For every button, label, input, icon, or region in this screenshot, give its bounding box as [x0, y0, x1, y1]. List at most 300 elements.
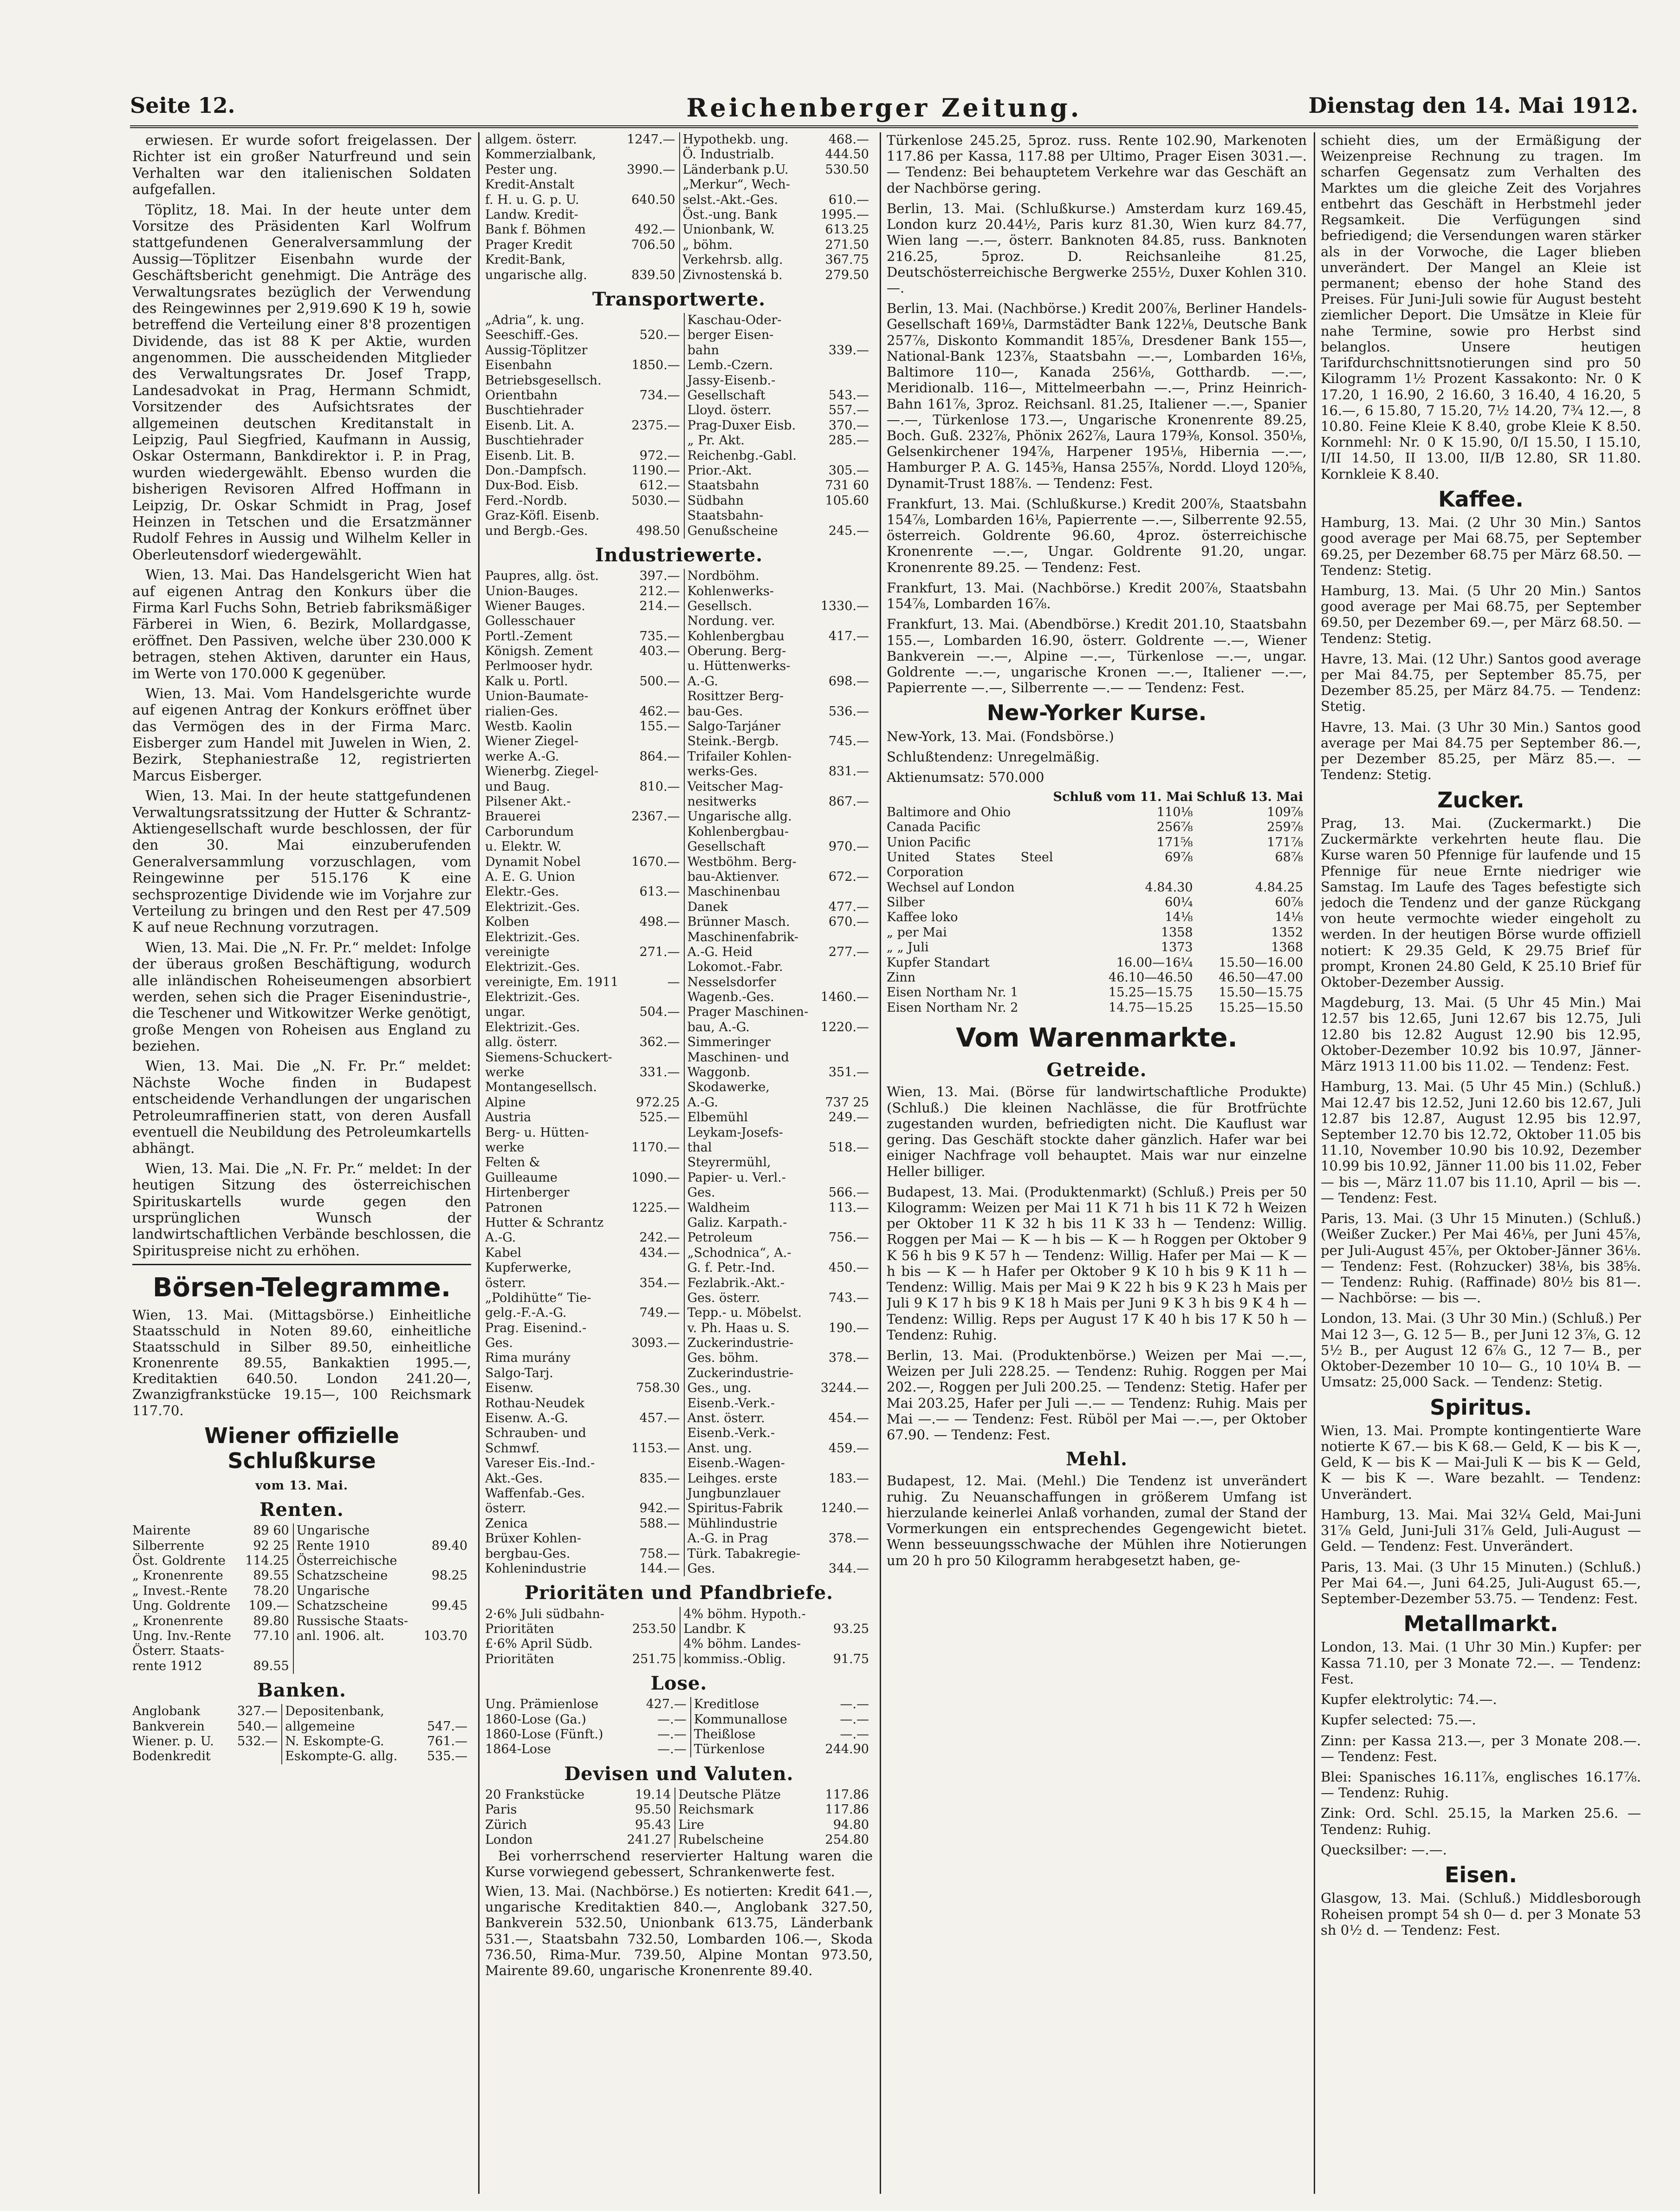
- quote-row: [485, 403, 873, 418]
- quote-value: [622, 508, 684, 523]
- quote-value: [628, 990, 684, 1005]
- quote-value: —.—: [840, 1712, 869, 1727]
- quote-name: Mairente: [132, 1523, 191, 1538]
- quote-name: Elektrizit.-Ges.: [485, 1020, 580, 1034]
- quote-name: Wiener Ziegel-: [485, 734, 579, 749]
- quote-value: 4.84.30: [1145, 880, 1193, 895]
- quote-value: 4.84.25: [1255, 880, 1303, 895]
- quote-row: [485, 1155, 873, 1170]
- quote-value: [628, 764, 684, 779]
- quote-name: Maschinenfabrik-: [684, 930, 817, 945]
- quote-value: 761.—: [427, 1734, 467, 1749]
- quote-value: [817, 960, 873, 975]
- quote-row: [485, 1065, 873, 1080]
- quote-value: 89.55: [253, 1568, 289, 1583]
- quote-name: Hypothekb. ung.: [680, 132, 811, 147]
- quote-name: Lire: [675, 1818, 811, 1833]
- quote-value: 95.50: [635, 1802, 671, 1817]
- quote-value: 2375.—: [631, 418, 680, 433]
- quote-value: 98.25: [431, 1568, 467, 1583]
- quote-name: Eisenb.-Wagen-: [684, 1456, 817, 1471]
- quote-value: [817, 930, 873, 945]
- quote-name: Ges.: [684, 1185, 817, 1200]
- quote-value: —.—: [840, 1727, 869, 1742]
- quote-name: Elektrizit.-Ges.: [485, 930, 580, 944]
- quote-value: [628, 1185, 684, 1200]
- quote-name: Brauerei: [485, 809, 541, 824]
- quote-value: 613.25: [825, 222, 869, 237]
- quote-name: Seeschiff.-Ges.: [485, 328, 579, 343]
- quote-name: Petroleum: [684, 1230, 817, 1245]
- quote-value: [817, 449, 873, 463]
- quote-value: 1368: [1271, 940, 1303, 955]
- quote-value: 1240.—: [820, 1501, 869, 1516]
- quote-name: Elektr.-Ges.: [485, 884, 559, 899]
- quote-value: [817, 1426, 873, 1441]
- quote-name: Perlmooser hydr.: [485, 659, 593, 674]
- section-title: New-Yorker Kurse.: [986, 700, 1207, 726]
- quote-value: 171⅞: [1267, 835, 1303, 850]
- quote-name: Silber: [887, 895, 925, 910]
- quote-row: [485, 1531, 873, 1546]
- section-title: Prioritäten und Pfandbriefe.: [524, 1582, 834, 1604]
- quote-name: bergbau-Ges.: [485, 1546, 571, 1561]
- quote-row: [887, 895, 1307, 910]
- quote-name: Rente 1910: [293, 1539, 419, 1554]
- quote-row: [485, 659, 873, 674]
- quote-name: Ges.: [485, 1336, 513, 1351]
- quote-name: Kaffee loko: [887, 910, 958, 925]
- quote-row: [485, 1185, 873, 1200]
- quote-name: London: [485, 1833, 533, 1847]
- quote-value: [817, 358, 873, 373]
- quote-value: 354.—: [639, 1275, 680, 1290]
- quote-value: [628, 659, 684, 674]
- ny-quote-table: [887, 790, 1307, 1015]
- quote-name: „Merkur“, Wech-: [680, 177, 811, 192]
- quote-name: Jungbunzlauer: [684, 1486, 817, 1501]
- quote-name: Eisenbahn: [485, 358, 552, 373]
- quote-name: A.-G.: [485, 1230, 516, 1245]
- quote-value: 15.25—15.75: [1109, 985, 1193, 1000]
- column-header: Schluß vom 11. Mai: [1053, 790, 1193, 805]
- market-report: Berlin, 13. Mai. (Schlußkurse.) Amsterdam kurz 169.45, London kurz 20.44½, Paris kurz 81.30, Wien kurz 84.77, Wien lang —.—, österr. Banknoten 84.85, russ. Banknoten 216.25, 5proz. D. Reichsanleihe 81.25, Deutschösterreichische Bergwerke 255½, Duxer Kohlen 310.—.: [887, 200, 1307, 296]
- quote-value: [817, 975, 873, 990]
- quote-value: 1090.—: [631, 1170, 680, 1185]
- quote-name: Eisenb.-Verk.-: [684, 1396, 817, 1411]
- quote-name: Union-Baumate-: [485, 689, 589, 704]
- quote-value: [622, 343, 684, 358]
- quote-name: A.-G. Heid: [684, 945, 817, 960]
- quote-value: 378.—: [828, 1531, 869, 1546]
- quote-value: 103.70: [423, 1628, 467, 1643]
- quote-value: [628, 689, 684, 704]
- quote-name: Staatsbahn: [684, 478, 817, 493]
- quote-name: 1860-Lose (Fünft.): [485, 1727, 603, 1742]
- quote-value: [817, 884, 873, 899]
- quote-row: [485, 1712, 873, 1727]
- quote-value: 970.—: [828, 839, 869, 854]
- quote-row: [887, 805, 1307, 820]
- quote-name: „ per Mai: [887, 925, 947, 940]
- quote-row: [485, 1426, 873, 1441]
- quote-row: [485, 1276, 873, 1291]
- quote-row: [887, 820, 1307, 835]
- quote-row: [887, 956, 1307, 970]
- section-title: Kaffee.: [1438, 486, 1524, 512]
- quote-value: 370.—: [828, 418, 869, 433]
- quote-row: [485, 478, 873, 493]
- market-report: Havre, 13. Mai. (3 Uhr 30 Min.) Santos good average per Mai 84.75 per September 86.—, per Dezember 85.25, per März 85.—. — Tendenz: Stetig.: [1321, 719, 1641, 783]
- quote-name: Reichsmark: [675, 1802, 811, 1817]
- quote-name: Paris: [485, 1802, 517, 1817]
- quote-value: [628, 960, 684, 975]
- quote-row: [485, 494, 873, 508]
- divider: [132, 1264, 471, 1265]
- quote-value: 613.—: [639, 884, 680, 899]
- quote-name: Eisenb. Lit. B.: [485, 448, 575, 463]
- quote-value: [628, 614, 684, 629]
- quote-value: 110⅛: [1156, 805, 1193, 819]
- quote-value: [817, 1396, 873, 1411]
- quote-name: Kupfer Standart: [887, 955, 990, 970]
- quote-name: Rubelscheine: [675, 1833, 811, 1847]
- quote-name: u. Elektr. W.: [485, 839, 562, 854]
- quote-row: [485, 1246, 873, 1261]
- quote-value: 105.60: [825, 493, 869, 508]
- quote-name: Silberrente: [132, 1538, 205, 1553]
- quote-value: 1330.—: [820, 598, 869, 613]
- quote-value: 536.—: [828, 704, 869, 719]
- quote-value: 1225.—: [631, 1200, 680, 1215]
- quote-row: [485, 1140, 873, 1155]
- quote-name: thal: [684, 1140, 817, 1155]
- quote-row: [485, 343, 873, 358]
- quote-value: 557.—: [828, 403, 869, 418]
- quote-value: 734.—: [639, 388, 680, 403]
- quote-value: 94.80: [833, 1817, 869, 1832]
- quote-value: 171⅝: [1156, 835, 1193, 850]
- quote-name: Don.-Dampfsch.: [485, 463, 587, 478]
- quote-row: [887, 1001, 1307, 1015]
- quote-value: 60¼: [1165, 895, 1193, 910]
- quote-value: 972.—: [639, 448, 680, 463]
- section-title: Industriewerte.: [595, 544, 763, 566]
- quote-name: Brüxer Kohlen-: [485, 1531, 582, 1546]
- quote-row: [485, 1456, 873, 1471]
- quote-name: Landbr. K: [680, 1622, 826, 1637]
- quote-value: [817, 1005, 873, 1020]
- quote-name: Austria: [485, 1110, 532, 1125]
- quote-row: [485, 1201, 873, 1216]
- section-title: Zucker.: [1437, 787, 1524, 813]
- quote-row: [485, 1441, 873, 1456]
- quote-value: 367.75: [825, 253, 869, 267]
- quote-name: Rima murány: [485, 1351, 571, 1366]
- quote-name: Österreichische: [293, 1554, 419, 1568]
- quote-value: 339.—: [828, 343, 869, 358]
- quote-table: [132, 1704, 471, 1764]
- quote-name: Fezlabrik.-Akt.-: [684, 1276, 817, 1291]
- page-header: [130, 93, 1638, 128]
- quote-row: [485, 1080, 873, 1095]
- market-report: schieht dies, um der Ermäßigung der Weizenpreise Rechnung zu tragen. Im scharfen Gegensatz zum Verhalten des Marktes um die gleiche Zeit des Vorjahres entbehrt das Geschäft in Herbstmehl jeder Regsamkeit. Die Verfügungen sind befriedigend; die Versendungen waren stärker als in der Vorwoche, die Lager blieben unverändert. Der Mangel an Kleie ist permanent; ebenso der hohe Stand des Preises. Für Juni-Juli sowie für August besteht ziemlicher Deport. Die Umsätze in Kleie für nahe Termine, sowie pro Herbst sind belanglos. Unsere heutigen Tarifdurchschnittsnotierungen sind pro 50 Kilogramm 1½ Prozent Kassakonto: Nr. 0 K 17.20, 1 16.90, 2 16.60, 3 16.40, 4 16.20, 5 16.—, 6 15.80, 7 15.20, 7½ 14.20, 7¾ 12.—, 8 10.80. Feine Kleie K 8.40, grobe Kleie K 8.50. Kornmehl: Nr. 0 K 15.90, 0/I 15.50, I 15.10, I/II 14.50, II 13.00, II/B 12.80, SR 11.80. Kornkleie K 8.40.: [1321, 132, 1641, 482]
- quote-value: [628, 1351, 684, 1366]
- quote-name: Ges., ung.: [684, 1381, 817, 1396]
- quote-name: Buschtiehrader: [485, 433, 584, 448]
- market-report: Wien, 13. Mai. (Nachbörse.) Es notierten: Kredit 641.—, ungarische Kreditaktien 840.—, Anglobank 327.50, Bankverein 532.50, Unionbank 613.75, Länderbank 531.—, Staatsbahn 732.50, Lombarden 106.—, Skoda 736.50, Rima-Mur. 739.50, Alpine Montan 973.50, Mairente 89.60, ungarische Kronenrente 89.40.: [485, 1883, 873, 1979]
- quote-name: Simmeringer: [684, 1035, 817, 1050]
- quote-value: 212.—: [639, 584, 680, 598]
- quote-row: [485, 584, 873, 599]
- quote-name: vereinigte: [485, 944, 550, 959]
- quote-value: [419, 1554, 471, 1568]
- quote-value: 78.20: [253, 1583, 289, 1598]
- quote-value: 810.—: [639, 779, 680, 794]
- quote-name: Zuckerindustrie-: [684, 1366, 817, 1381]
- quote-row: [485, 1230, 873, 1245]
- section-title: Renten.: [259, 1498, 344, 1521]
- quote-value: 525.—: [639, 1110, 680, 1125]
- quote-value: 427.—: [646, 1697, 687, 1712]
- quote-row: [485, 222, 873, 237]
- quote-row: [485, 704, 873, 719]
- quote-value: 706.50: [631, 237, 675, 252]
- quote-value: 68⅞: [1275, 850, 1303, 865]
- quote-name: Elbemühl: [684, 1110, 817, 1125]
- quote-value: 15.25—15.50: [1219, 1000, 1303, 1015]
- quote-row: [485, 449, 873, 463]
- quote-value: 327.—: [237, 1704, 278, 1719]
- quote-value: 520.—: [639, 328, 680, 343]
- quote-value: [817, 659, 873, 674]
- quote-name: nesitwerks: [684, 794, 817, 809]
- quote-name: G. f. Petr.-Ind.: [684, 1261, 817, 1275]
- quote-row: [485, 147, 873, 162]
- market-report: Frankfurt, 13. Mai. (Nachbörse.) Kredit 200⅞, Staatsbahn 154⅞, Lombarden 16⅞.: [887, 579, 1307, 612]
- quote-value: 285.—: [828, 433, 869, 448]
- quote-value: 241.27: [627, 1833, 671, 1847]
- quote-value: 450.—: [828, 1261, 869, 1275]
- quote-name: „ Kronenrente: [132, 1613, 223, 1628]
- quote-value: [817, 1306, 873, 1320]
- quote-name: allgemeine: [282, 1719, 419, 1734]
- quote-value: 1850.—: [631, 358, 680, 373]
- quote-name: Österr. Staats-: [132, 1644, 225, 1658]
- quote-value: [817, 1035, 873, 1050]
- quote-value: 1170.—: [631, 1140, 680, 1155]
- quote-name: Bank f. Böhmen: [485, 222, 586, 237]
- quote-value: 89 60: [253, 1523, 289, 1538]
- quote-name: Baltimore and Ohio: [887, 805, 1011, 819]
- quote-name: werke: [485, 1065, 525, 1080]
- quote-name: kommiss.-Oblig.: [680, 1652, 826, 1667]
- quote-value: 117.86: [825, 1802, 869, 1817]
- quote-name: „Poldihütte“ Tie-: [485, 1290, 591, 1305]
- quote-name: werke: [485, 1140, 525, 1155]
- quote-row: [485, 1321, 873, 1336]
- quote-value: 1247.—: [627, 132, 675, 147]
- quote-name: Öst. Goldrente: [132, 1553, 226, 1568]
- quote-name: A. E. G. Union: [485, 869, 575, 884]
- market-report: London, 13. Mai. (1 Uhr 30 Min.) Kupfer: per Kassa 71.10, per 3 Monate 72.—. — Tendenz: Fest.: [1321, 1639, 1641, 1687]
- quote-value: [817, 1080, 873, 1095]
- quote-value: [419, 1644, 471, 1658]
- quote-name: Union Pacific: [887, 835, 971, 850]
- quote-value: 397.—: [639, 569, 680, 584]
- quote-value: [817, 809, 873, 824]
- quote-name: Kohlenwerks-: [684, 584, 817, 599]
- quote-row: [132, 1568, 471, 1583]
- quote-name: Türk. Tabakregie-: [684, 1547, 817, 1561]
- quote-value: 14⅛: [1275, 910, 1303, 925]
- quote-row: [485, 1561, 873, 1576]
- quote-name: österr.: [485, 1501, 526, 1516]
- quote-value: 462.—: [639, 704, 680, 719]
- quote-value: 351.—: [828, 1065, 869, 1080]
- quote-row: [485, 163, 873, 177]
- quote-value: 244.90: [825, 1742, 869, 1757]
- quote-value: 114.25: [245, 1553, 289, 1568]
- quote-value: [817, 614, 873, 629]
- quote-name: Portl.-Zement: [485, 629, 572, 644]
- quote-value: —.—: [657, 1742, 687, 1757]
- quote-value: [628, 1261, 684, 1275]
- quote-value: [628, 1396, 684, 1411]
- quote-value: 190.—: [828, 1320, 869, 1335]
- quote-row: [485, 313, 873, 328]
- quote-name: werks-Ges.: [684, 764, 817, 779]
- quote-name: Kohlenindustrie: [485, 1561, 587, 1576]
- quote-row: [132, 1554, 471, 1568]
- quote-value: [817, 584, 873, 599]
- quote-name: Königsh. Zement: [485, 644, 593, 659]
- quote-row: [485, 1637, 873, 1652]
- quote-value: 16.00—16¼: [1116, 955, 1193, 970]
- quote-name: Waldheim: [684, 1201, 817, 1216]
- quote-name: „Adria“, k. ung.: [485, 313, 584, 328]
- quote-row: [485, 1818, 873, 1833]
- quote-name: Salgo-Tarjáner: [684, 719, 817, 734]
- quote-name: Ung. Goldrente: [132, 1599, 231, 1613]
- quote-name: Ungarische: [293, 1523, 419, 1538]
- quote-name: „ Kronenrente: [132, 1568, 223, 1583]
- quote-row: [485, 1486, 873, 1501]
- market-report: Quecksilber: —.—.: [1321, 1841, 1447, 1858]
- quote-value: 15.50—16.00: [1219, 955, 1303, 970]
- quote-value: [617, 253, 680, 267]
- column-header: [887, 790, 1053, 805]
- quote-value: [811, 177, 873, 192]
- quote-value: 378.—: [828, 1351, 869, 1366]
- quote-name: allgem. österr.: [485, 132, 577, 147]
- quote-row: [485, 809, 873, 824]
- quote-name: und Baug.: [485, 779, 550, 794]
- quote-row: [485, 855, 873, 870]
- quote-name: Brünner Masch.: [684, 915, 817, 930]
- quote-value: 3244.—: [820, 1381, 869, 1396]
- quote-value: 1358: [1161, 925, 1193, 940]
- quote-name: bau, A.-G.: [684, 1020, 817, 1035]
- quote-row: [485, 689, 873, 704]
- quote-row: [485, 388, 873, 403]
- market-report: Wien, 13. Mai. (Börse für landwirtschaftliche Produkte) (Schluß.) Die kleinen Nachlässe, die für Brotfrüchte zugestanden wurden, befriedigten nicht. Die Kauflust war gering. Das Geschäft stockte daher gänzlich. Hafer war bei einiger Nachfrage voll behauptet. Mais war nur einzelne Heller billiger.: [887, 1084, 1307, 1179]
- quote-value: [624, 1637, 681, 1652]
- quote-name: Hirtenberger: [485, 1185, 570, 1200]
- quote-name: Jassy-Eisenb.-: [684, 373, 817, 388]
- quote-name: Ges.: [684, 1561, 817, 1576]
- quote-table: [485, 1788, 873, 1848]
- quote-row: [485, 1381, 873, 1396]
- quote-table: [485, 132, 873, 283]
- quote-name: Türkenlose: [691, 1742, 813, 1757]
- quote-value: [617, 147, 680, 162]
- quote-name: Steyrermühl,: [684, 1155, 817, 1170]
- quote-name: Ges. österr.: [684, 1291, 817, 1306]
- quote-value: 95.43: [635, 1817, 671, 1832]
- market-report: Budapest, 12. Mai. (Mehl.) Die Tendenz ist unverändert ruhig. Zu Neuanschaffungen in größerem Umfang ist hierzulande keinerlei Anlaß vorhanden, zumal der Stand der Vormerkungen ein entsprechendes Gegengewicht bietet. Wenn besseuungsschwache der Mühlen ihre Notierungen um 20 h pro 50 Kilogramm herabgesetzt haben, ge-: [887, 1473, 1307, 1568]
- quote-value: 547.—: [427, 1719, 467, 1734]
- section-title: Vom Warenmarkte.: [956, 1023, 1238, 1053]
- quote-name: Alpine: [485, 1095, 526, 1110]
- quote-name: [293, 1659, 419, 1674]
- quote-value: 864.—: [639, 749, 680, 764]
- quote-name: Danek: [684, 900, 817, 915]
- quote-value: [817, 1246, 873, 1261]
- quote-value: [628, 794, 684, 809]
- quote-name: Wiener Bauges.: [485, 598, 585, 613]
- quote-row: [485, 1351, 873, 1366]
- quote-name: A.-G.: [684, 674, 817, 689]
- quote-name: Salgo-Tarj.: [485, 1366, 553, 1380]
- quote-value: [817, 1486, 873, 1501]
- quote-name: Zenica: [485, 1516, 528, 1531]
- quote-value: 543.—: [828, 388, 869, 403]
- quote-row: [485, 1095, 873, 1110]
- quote-name: Waffenfab.-Ges.: [485, 1486, 585, 1501]
- quote-row: [485, 433, 873, 448]
- quote-row: [485, 358, 873, 373]
- quote-value: 468.—: [828, 132, 869, 147]
- quote-value: 271.—: [639, 944, 680, 959]
- quote-name: N. Eskompte-G.: [282, 1734, 419, 1749]
- quote-name: rialien-Ges.: [485, 704, 558, 719]
- quote-value: 1220.—: [820, 1020, 869, 1034]
- quote-value: 254.80: [825, 1833, 869, 1847]
- article-paragraph: Töplitz, 18. Mai. In der heute unter dem Vorsitze des Präsidenten Karl Wolfrum stattgefundenen Generalversammlung der Aussig—Töplitzer Eisenbahn wurde der Geschäftsbericht genehmigt. Die Anträge des Verwaltungsrates bezüglich der Verwendung des Reingewinnes per 2,919.690 K 19 h, sowie betreffend die Verteilung einer 8'8 prozentigen Dividende, das ist 88 K per Aktie, wurden angenommen. Die ausscheidenden Mitglieder des Verwaltungsrates Dr. Josef Trapp, Landesadvokat in Prag, Hermann Schmidt, Vorsitzender des Aufsichtsrates der allgemeinen deutschen Kreditanstalt in Leipzig, Paul Siegfried, Kaufmann in Aussig, Oskar Ostermann, Bankdirektor i. P. in Prag, wurden wiedergewählt. Ebenso wurden die bisherigen Revisoren Alfred Hoffmann in Leipzig, Dr. Oskar Schmidt in Prag, Josef Heinzen in Tetschen und die Ersatzmänner Rudolf Fehres in Aussig und Wilhelm Keller in Oberleutensdorf wiedergewählt.: [132, 202, 471, 563]
- quote-value: 444.50: [825, 147, 869, 162]
- quote-value: 271.50: [825, 237, 869, 252]
- quote-name: vereinigte, Em. 1911: [485, 975, 619, 989]
- quote-row: [485, 1035, 873, 1050]
- quote-name: Nordung. ver.: [684, 614, 817, 629]
- quote-name: Hutter & Schrantz: [485, 1215, 604, 1230]
- quote-name: Dynamit Nobel: [485, 854, 581, 869]
- quote-name: Schatzscheine: [293, 1599, 419, 1613]
- section-title: Wiener offizielle Schlußkurse: [204, 1423, 399, 1474]
- market-report: Kupfer selected: 75.—.: [1321, 1712, 1476, 1728]
- quote-name: Dux-Bod. Eisb.: [485, 478, 579, 493]
- quote-row: [485, 418, 873, 433]
- quote-value: 91.75: [833, 1652, 869, 1666]
- quote-value: 15.50—15.75: [1219, 985, 1303, 1000]
- quote-name: Ung. Inv.-Rente: [132, 1628, 231, 1643]
- quote-row: [485, 1366, 873, 1381]
- quote-value: [817, 719, 873, 734]
- quote-value: [628, 1125, 684, 1140]
- section-title: Transportwerte.: [592, 288, 766, 310]
- quote-name: Kolben: [485, 915, 529, 930]
